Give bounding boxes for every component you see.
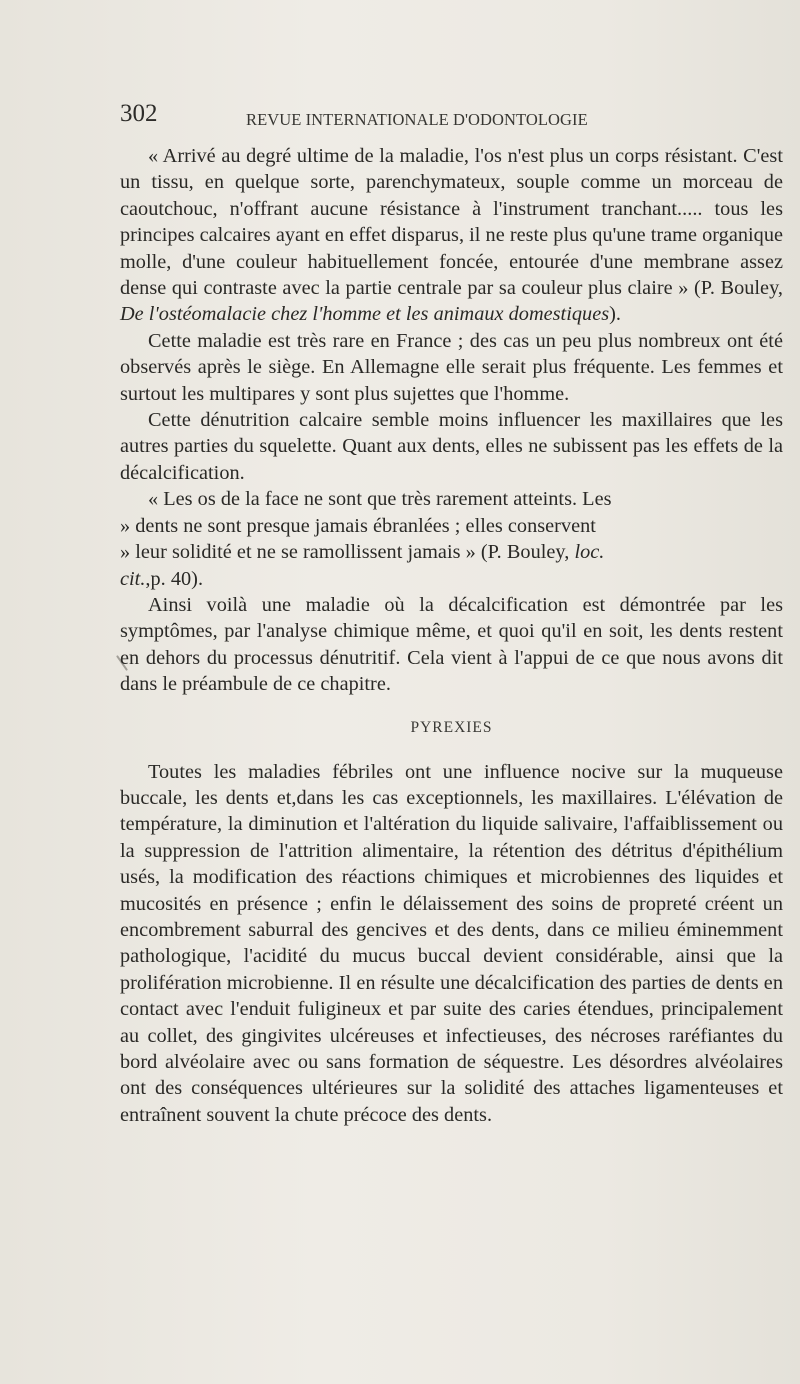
loc-citation: loc. (574, 541, 605, 564)
quote-line-1: « Les os de la face ne sont que très rarement atteints. Les (148, 488, 612, 511)
paragraph-conclusion: Ainsi voilà une maladie où la décalcification est démontrée par les symptômes, par l'analyse chimique même, et quoi qu'il en soit, les dents restent en dehors du processus dénutritif. Cela vient à l'appui de ce que nous avons dit dans le préambule de ce chapitre. (120, 593, 783, 696)
section-heading: PYREXIES (410, 718, 493, 736)
paragraph-dental-impact: Cette dénutrition calcaire semble moins influencer les maxillaires que les autres parties du squelette. Quant aux dents, elles ne subissent pas les effets de la décalcification. (120, 409, 783, 484)
paragraph-rarity: Cette maladie est très rare en France ; des cas un peu plus nombreux ont été observés après le siège. En Allemagne elle serait plus fréquente. Les femmes et surtout les multipares y sont plus sujettes que l'homme. (120, 329, 783, 405)
paragraph-face-quote (120, 486, 783, 592)
citation-tail: ). (609, 303, 622, 326)
citation-title: De l'ostéomalacie chez l'homme et les animaux domestiques (120, 303, 610, 326)
quote-line-3: » leur solidité et ne se ramollissent jamais » (P. Bouley, (120, 541, 575, 564)
paragraph-ostomalacia-quote (120, 143, 783, 328)
running-title: REVUE INTERNATIONALE D'ODONTOLOGIE (246, 110, 588, 129)
page-citation: ,p. 40). (145, 567, 204, 590)
paragraph-pyrexies: Toutes les maladies fébriles ont une influence nocive sur la muqueuse buccale, les dents et,dans les cas exceptionnels, les maxillaires. L'élévation de température, la diminution et l'altération du liquide salivaire, l'affaiblissement ou la suppression de l'attrition alimentaire, la rétention des détritus d'épithélium usés, la modification des réactions chimiques et microbiennes des liquides et mucosités en présence ; enfin le délaissement des soins de propreté créent un encombrement saburral des gencives et des dents, dans ce milieu éminemment pathologique, l'acidité du mucus buccal devient considérable, ainsi que la prolifération microbienne. Il en résulte une décalcification des parties de dents en contact avec l'enduit fuligineux et par suite des caries étendues, principalement au collet, des gingivites ulcéreuses et infectieuses, des nécroses raréfiantes du bord alvéolaire avec ou sans formation de séquestre. Les désordres alvéolaires ont des conséquences ultérieures sur la solidité des attaches ligamenteuses et entraînent souvent la chute précoce des dents. (120, 760, 783, 1126)
page-number: 302 (120, 100, 158, 127)
cit-citation: cit. (120, 567, 146, 590)
quote-line-2: » dents ne sont presque jamais ébranlées ; elles conservent (120, 514, 596, 537)
page-header (120, 100, 760, 134)
paragraph-text: « Arrivé au degré ultime de la maladie, l'os n'est plus un corps résistant. C'est un tissu, en quelque sorte, parenchymateux, souple comme un morceau de caoutchouc, n'offrant aucune résistance à l'instrument tranchant..... tous les principes calcaires ayant en effet disparus, il ne reste plus qu'une trame organique molle, d'une couleur habituellement foncée, entourée d'une membrane assez dense qui contraste avec la partie centrale par sa couleur plus claire » (P. Bouley, (120, 145, 783, 300)
main-text (120, 143, 783, 1128)
